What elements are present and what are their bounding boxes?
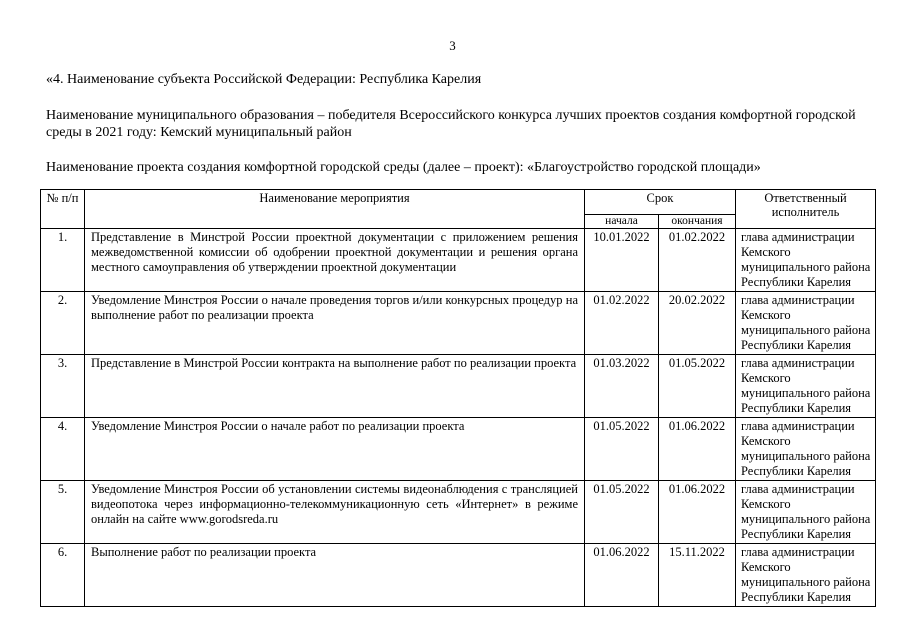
row-responsible: глава администрации Кемского муниципального района Республики Карелия [736,292,876,355]
row-num: 6. [41,544,85,607]
row-end: 01.06.2022 [659,481,736,544]
row-name: Выполнение работ по реализации проекта [85,544,585,607]
row-start: 01.06.2022 [585,544,659,607]
row-name: Представление в Минстрой России проектной документации с приложением решения межведомственной комиссии об одобрении проектной документации и решения органа местного самоуправления об утверждении проектной документации [85,229,585,292]
municipality-paragraph: Наименование муниципального образования – победителя Всероссийского конкурса лучших проектов создания комфортной городской среды в 2021 году: Кемский муниципальный район [46,108,856,140]
row-end: 01.06.2022 [659,418,736,481]
row-num: 3. [41,355,85,418]
subject-paragraph: «4. Наименование субъекта Российской Федерации: Республика Карелия [46,72,482,87]
header-end: окончания [659,215,736,229]
row-start: 01.05.2022 [585,481,659,544]
row-name: Уведомление Минстроя России о начале проведения торгов и/или конкурсных процедур на выполнение работ по реализации проекта [85,292,585,355]
row-start: 01.05.2022 [585,418,659,481]
page-number: 3 [449,38,456,53]
table-row [41,355,876,418]
header-name: Наименование мероприятия [85,190,585,229]
row-num: 5. [41,481,85,544]
table-row [41,544,876,607]
table-row [41,292,876,355]
row-responsible: глава администрации Кемского муниципального района Республики Карелия [736,418,876,481]
row-num: 2. [41,292,85,355]
header-num: № п/п [41,190,85,229]
table-row [41,418,876,481]
header-responsible: Ответственный исполнитель [736,190,876,229]
table-row [41,229,876,292]
row-responsible: глава администрации Кемского муниципального района Республики Карелия [736,229,876,292]
row-num: 4. [41,418,85,481]
row-start: 01.03.2022 [585,355,659,418]
table-row [41,481,876,544]
row-responsible: глава администрации Кемского муниципального района Республики Карелия [736,355,876,418]
row-end: 20.02.2022 [659,292,736,355]
row-responsible: глава администрации Кемского муниципального района Республики Карелия [736,481,876,544]
row-start: 01.02.2022 [585,292,659,355]
row-end: 01.05.2022 [659,355,736,418]
row-end: 01.02.2022 [659,229,736,292]
header-term: Срок [585,190,736,215]
header-start: начала [585,215,659,229]
row-responsible: глава администрации Кемского муниципального района Республики Карелия [736,544,876,607]
row-name: Уведомление Минстроя России о начале работ по реализации проекта [85,418,585,481]
row-num: 1. [41,229,85,292]
project-paragraph: Наименование проекта создания комфортной городской среды (далее – проект): «Благоустройство городской площади» [46,160,761,175]
row-name: Уведомление Минстроя России об установлении системы видеонаблюдения с трансляцией видеопотока через информационно-телекоммуникационную сеть «Интернет» в режиме онлайн на сайте www.gorodsreda.ru [85,481,585,544]
row-start: 10.01.2022 [585,229,659,292]
row-end: 15.11.2022 [659,544,736,607]
row-name: Представление в Минстрой России контракта на выполнение работ по реализации проекта [85,355,585,418]
events-table [40,189,876,607]
table-header-row [41,190,876,215]
